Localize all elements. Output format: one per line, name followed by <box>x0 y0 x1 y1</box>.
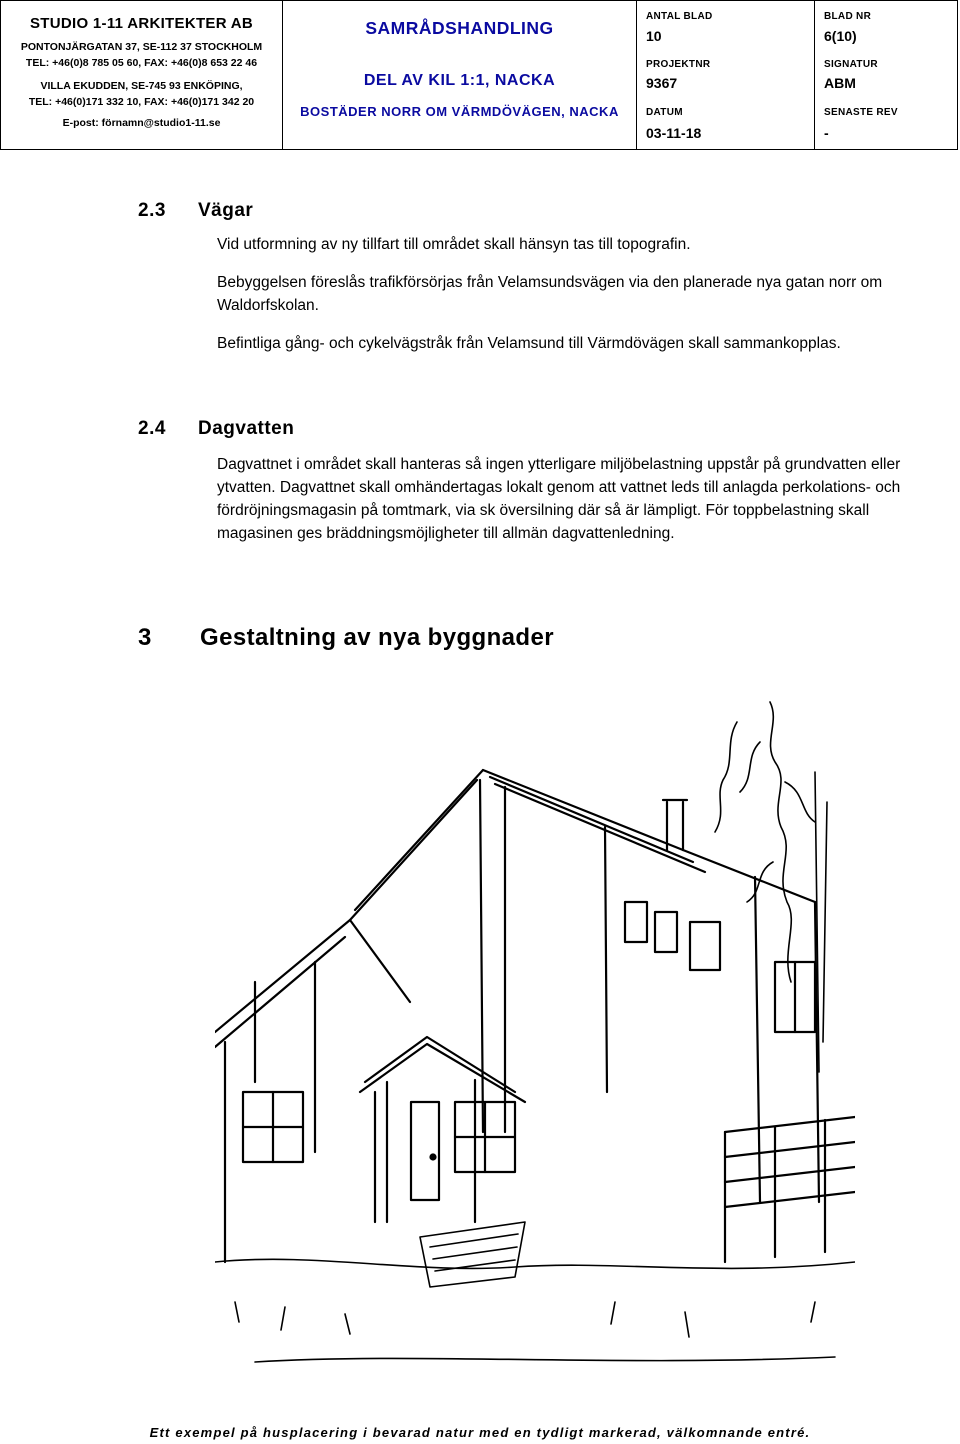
section-title: Dagvatten <box>198 418 295 439</box>
datum-label: DATUM <box>646 107 683 118</box>
paragraph: Dagvattnet i området skall hanteras så ingen ytterligare miljöbelastning uppstår på grundvatten eller ytvatten. Dagvattnet skall omhändertagas lokalt genom att vattnet leds till anlagda perkolations- och fördröjningsmagasin på tomtmark, via sk översilning där så är lämpligt. För toppbelastning skall magasinen ges bräddningsmöjligheter till allmän dagvattenledning. <box>217 456 901 542</box>
section-title: Gestaltning av nya byggnader <box>200 624 554 651</box>
office-address-2: VILLA EKUDDEN, SE-745 93 ENKÖPING, <box>40 80 243 92</box>
signatur-value: ABM <box>824 75 856 91</box>
office-info <box>1 1 283 149</box>
ground-drawing <box>215 1222 855 1362</box>
house-sketch-illustration <box>215 662 855 1382</box>
paragraph: Vid utformning av ny tillfart till området skall hänsyn tas till topografin. <box>217 236 691 253</box>
senaste-rev-value: - <box>824 125 829 141</box>
section-2-3-heading <box>138 200 438 226</box>
tree-drawing <box>715 702 827 1072</box>
meta-column-b <box>815 1 959 149</box>
project-title: DEL AV KIL 1:1, NACKA <box>363 72 556 89</box>
fence-drawing <box>725 1117 855 1262</box>
section-number: 3 <box>138 624 152 651</box>
office-phone-1: TEL: +46(0)8 785 05 60, FAX: +46(0)8 653 22 46 <box>25 57 258 69</box>
section-number: 2.4 <box>138 418 166 439</box>
projektnr-value: 9367 <box>646 75 678 91</box>
section-number: 2.3 <box>138 200 166 221</box>
senaste-rev-label: SENASTE REV <box>824 107 898 118</box>
project-subtitle: BOSTÄDER NORR OM VÄRMDÖVÄGEN, NACKA <box>300 104 619 119</box>
paragraph: Befintliga gång- och cykelvägstråk från Velamsund till Värmdövägen skall sammankopplas. <box>217 335 841 352</box>
section-2-3-body <box>217 233 917 355</box>
signatur-label: SIGNATUR <box>824 59 878 70</box>
section-2-4-body <box>217 453 917 545</box>
office-name: STUDIO 1-11 ARKITEKTER AB <box>29 15 254 32</box>
blad-nr-label: BLAD NR <box>824 11 872 22</box>
project-info <box>283 1 637 149</box>
antal-blad-value: 10 <box>646 28 662 44</box>
projektnr-label: PROJEKTNR <box>646 59 711 70</box>
main-building-drawing <box>350 770 819 1202</box>
section-3-heading <box>138 624 638 656</box>
document-type: SAMRÅDSHANDLING <box>365 18 554 38</box>
section-title: Vägar <box>198 200 254 221</box>
office-address-1: PONTONJÄRGATAN 37, SE-112 37 STOCKHOLM <box>20 41 263 53</box>
office-email: E-post: förnamn@studio1-11.se <box>62 117 221 129</box>
datum-value: 03-11-18 <box>646 125 702 141</box>
title-block <box>0 0 958 150</box>
office-phone-2: TEL: +46(0)171 332 10, FAX: +46(0)171 342 20 <box>28 96 255 108</box>
blad-nr-value: 6(10) <box>824 28 857 44</box>
meta-column-a <box>637 1 815 149</box>
antal-blad-label: ANTAL BLAD <box>646 11 713 22</box>
left-wing-drawing <box>215 920 410 1262</box>
paragraph: Bebyggelsen föreslås trafikförsörjas från Velamsundsvägen via den planerade nya gatan norr om Waldorfskolan. <box>217 274 883 314</box>
entrance-porch-drawing <box>360 1037 525 1222</box>
figure-caption: Ett exempel på husplacering i bevarad natur med en tydligt markerad, välkomnande entré. <box>149 1425 811 1440</box>
section-2-4-heading <box>138 418 438 444</box>
